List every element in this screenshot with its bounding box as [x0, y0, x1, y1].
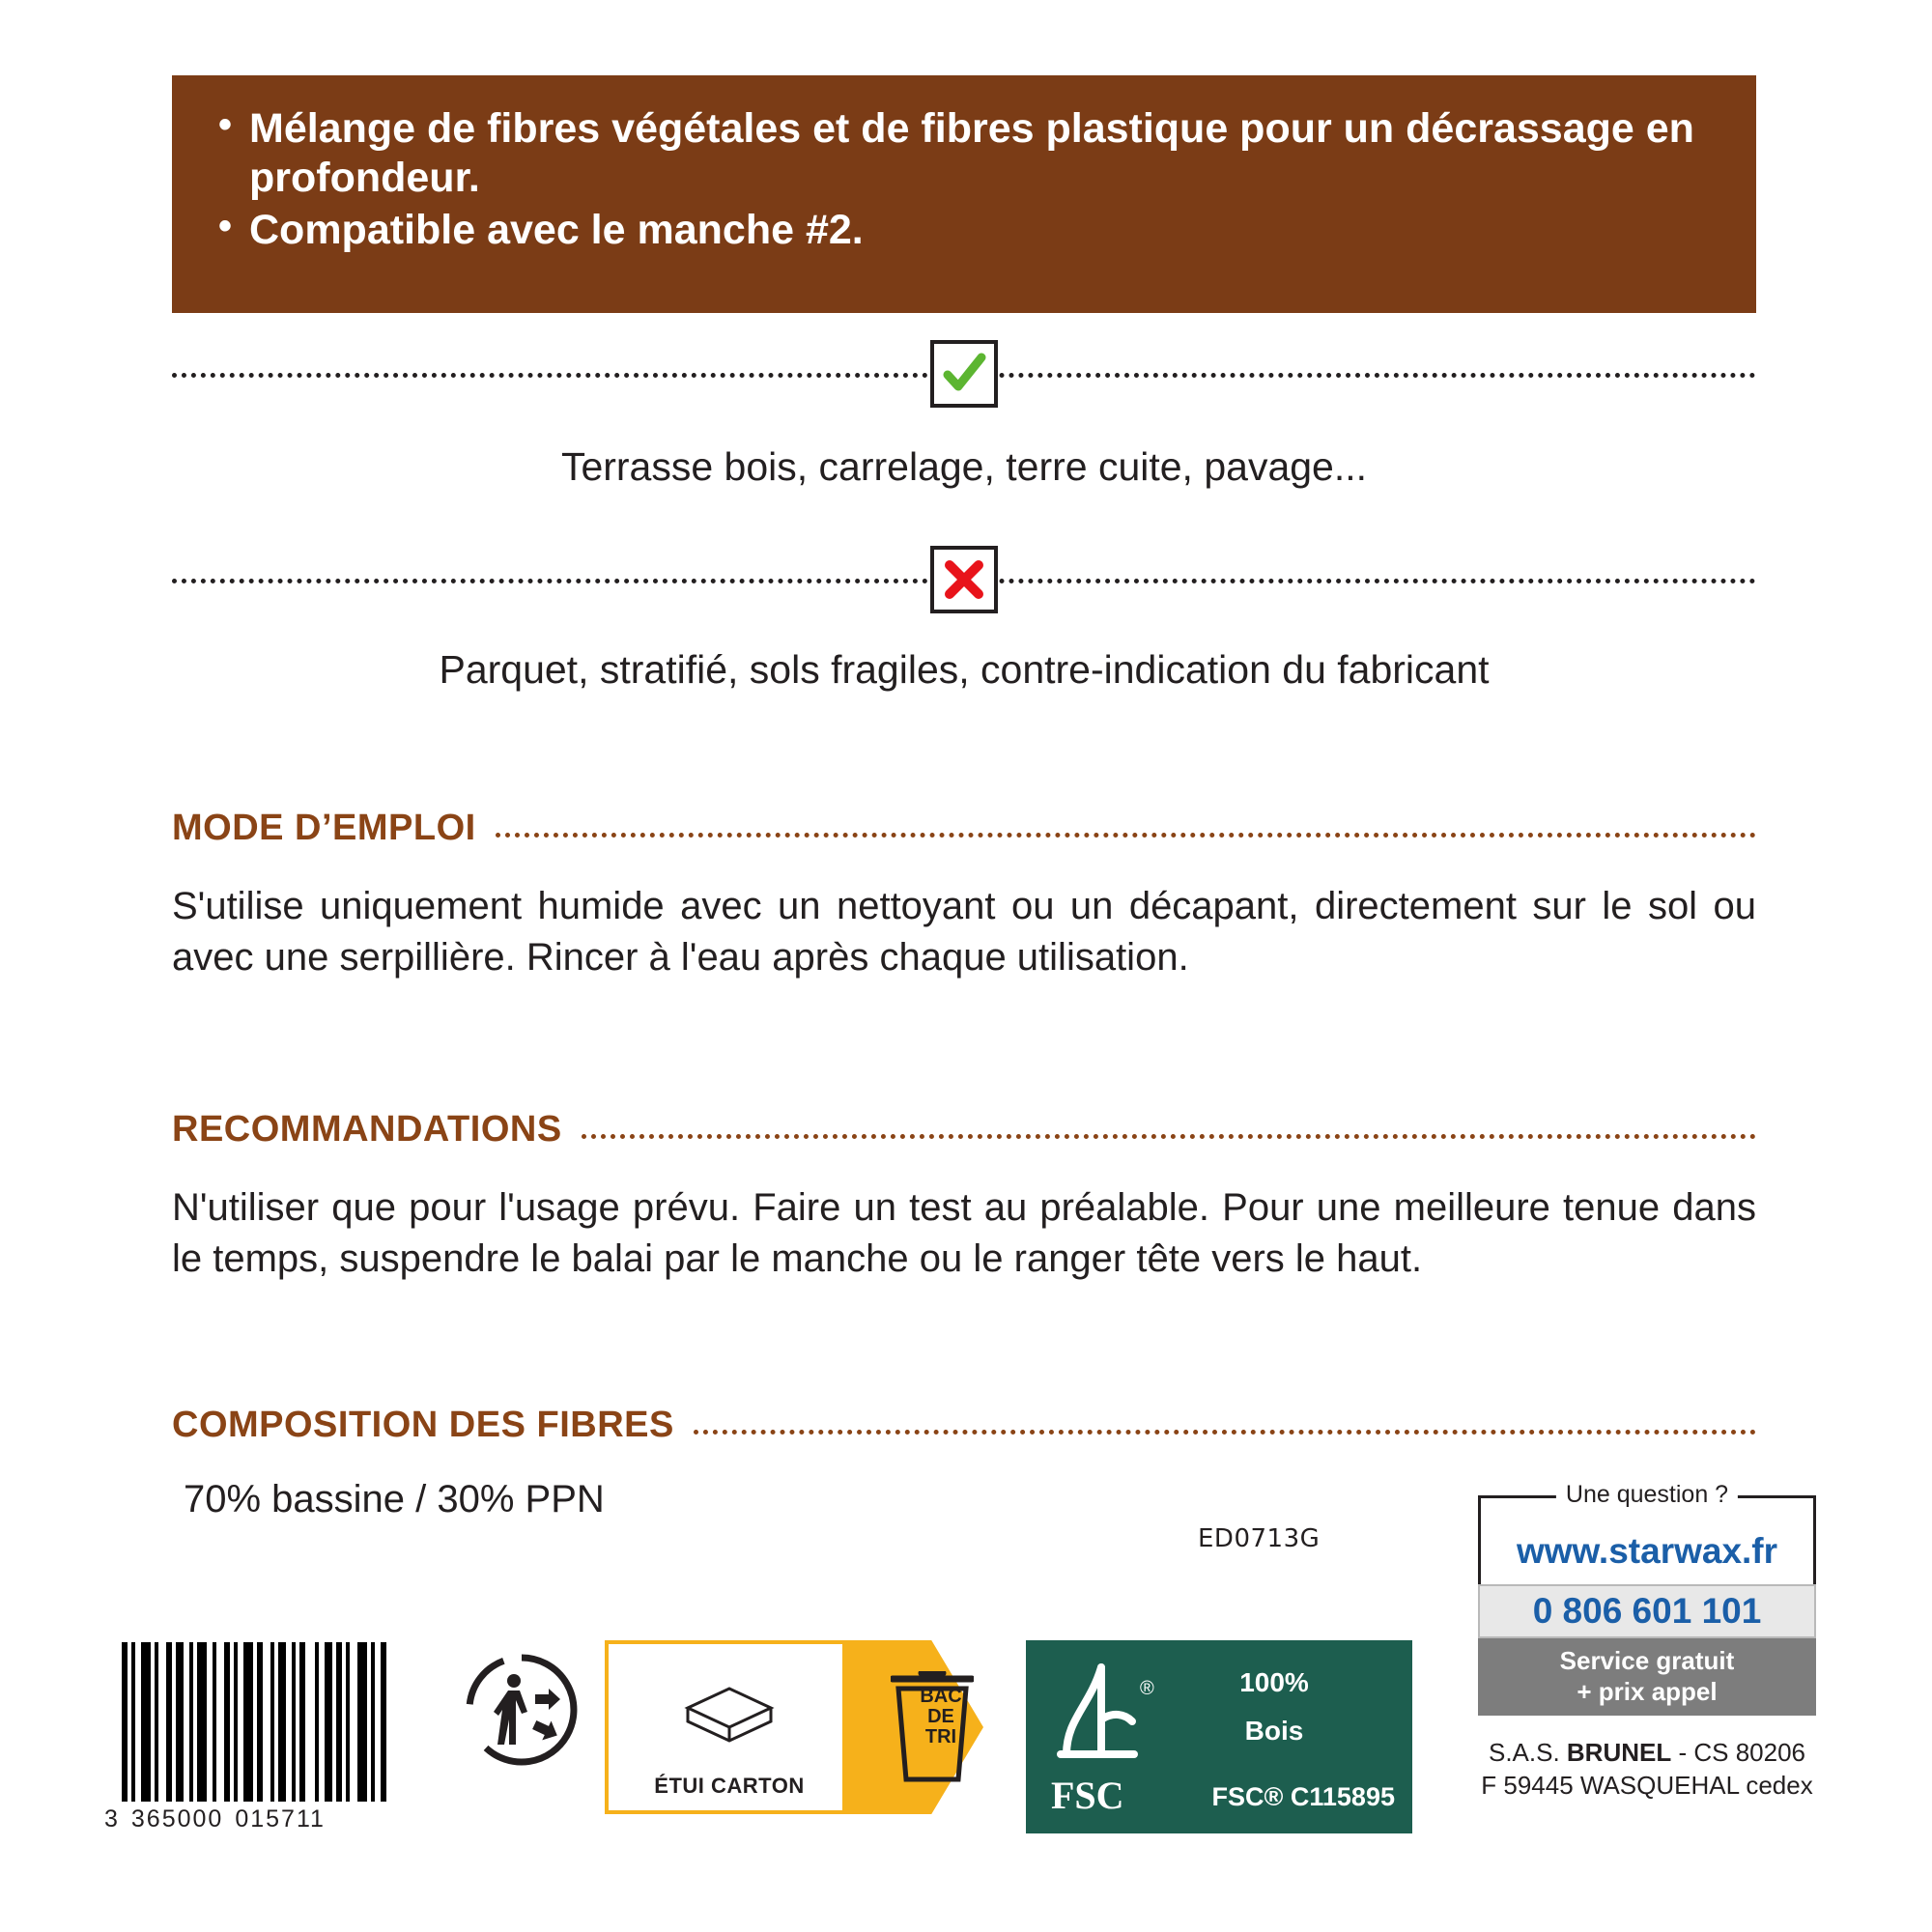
section-title: MODE D’EMPLOI	[172, 807, 476, 848]
section-title: COMPOSITION DES FIBRES	[172, 1404, 674, 1445]
section-body-mode-demploi: S'utilise uniquement humide avec un nettoyant ou un décapant, directement sur le sol ou avec une serpillière. Rincer à l'eau après chaque utilisation.	[172, 885, 1756, 980]
bin-label-line1: BAC	[920, 1686, 962, 1707]
barcode-group-1: 365000	[130, 1805, 224, 1833]
fiber-composition-value: 70% bassine / 30% PPN	[184, 1478, 605, 1520]
etui-carton-label: ÉTUI CARTON	[654, 1774, 805, 1798]
dotted-rule	[582, 1134, 1756, 1139]
company-address	[1478, 1737, 1816, 1803]
question-frame	[1478, 1481, 1816, 1584]
carton-icon	[676, 1679, 782, 1747]
list-item: • Mélange de fibres végétales et de fibres plastique pour un décrassage en profondeur.	[214, 104, 1714, 202]
barcode-lead-digit: 3	[104, 1805, 120, 1833]
fsc-percent: 100%	[1239, 1667, 1309, 1697]
section-heading-recommandations	[172, 1105, 1756, 1153]
product-code: ED0713G	[1198, 1524, 1321, 1553]
barcode	[104, 1642, 423, 1833]
bin-label-line3: TRI	[924, 1726, 957, 1747]
dotted-rule	[694, 1430, 1756, 1435]
cross-icon	[930, 546, 998, 613]
barcode-group-2: 015711	[235, 1805, 326, 1833]
fsc-material: Bois	[1244, 1716, 1304, 1746]
bin-label-line2: DE	[927, 1706, 954, 1727]
section-heading-composition-des-fibres	[172, 1401, 1756, 1449]
company-prefix: S.A.S.	[1488, 1738, 1567, 1767]
dotted-rule	[496, 833, 1756, 838]
suitable-surfaces-divider	[172, 340, 1756, 408]
sorting-instructions	[605, 1640, 983, 1814]
carton-box	[605, 1640, 846, 1814]
service-line-2: + prix appel	[1577, 1677, 1718, 1706]
website-link[interactable]: www.starwax.fr	[1516, 1531, 1778, 1571]
fsc-badge	[1026, 1640, 1412, 1833]
bac-de-tri-label	[912, 1687, 970, 1747]
features-banner	[172, 75, 1756, 313]
section-title: RECOMMANDATIONS	[172, 1108, 562, 1150]
svg-text:®: ®	[1140, 1678, 1154, 1699]
contact-block	[1478, 1481, 1816, 1803]
company-name: BRUNEL	[1566, 1738, 1672, 1767]
company-suffix: - CS 80206	[1671, 1738, 1805, 1767]
barcode-digits	[104, 1805, 423, 1833]
company-city: F 59445 WASQUEHAL cedex	[1481, 1770, 1813, 1800]
features-list	[214, 104, 1714, 255]
unsuitable-surfaces-text: Parquet, stratifié, sols fragiles, contre-indication du fabricant	[439, 647, 1490, 692]
list-item: • Compatible avec le manche #2.	[214, 206, 1714, 255]
suitable-surfaces-text: Terrasse bois, carrelage, terre cuite, pavage...	[560, 444, 1368, 489]
unsuitable-surfaces-divider	[172, 546, 1756, 613]
fsc-certificate-code: FSC® C115895	[1211, 1782, 1395, 1811]
service-line-1: Service gratuit	[1559, 1646, 1735, 1676]
barcode-bars	[122, 1642, 412, 1802]
tidyman-recycle-icon	[464, 1652, 580, 1768]
question-label: Une question ?	[1556, 1481, 1738, 1509]
service-cost-note	[1478, 1638, 1816, 1716]
fsc-wordmark: FSC	[1051, 1774, 1124, 1817]
check-icon	[930, 340, 998, 408]
section-body-recommandations: N'utiliser que pour l'usage prévu. Faire un test au préalable. Pour une meilleure tenue dans le temps, suspendre le balai par le manche ou le ranger tête vers le haut.	[172, 1186, 1756, 1281]
section-heading-mode-demploi	[172, 804, 1756, 852]
phone-number[interactable]: 0 806 601 101	[1478, 1584, 1816, 1638]
fsc-tree-icon	[1051, 1662, 1157, 1777]
